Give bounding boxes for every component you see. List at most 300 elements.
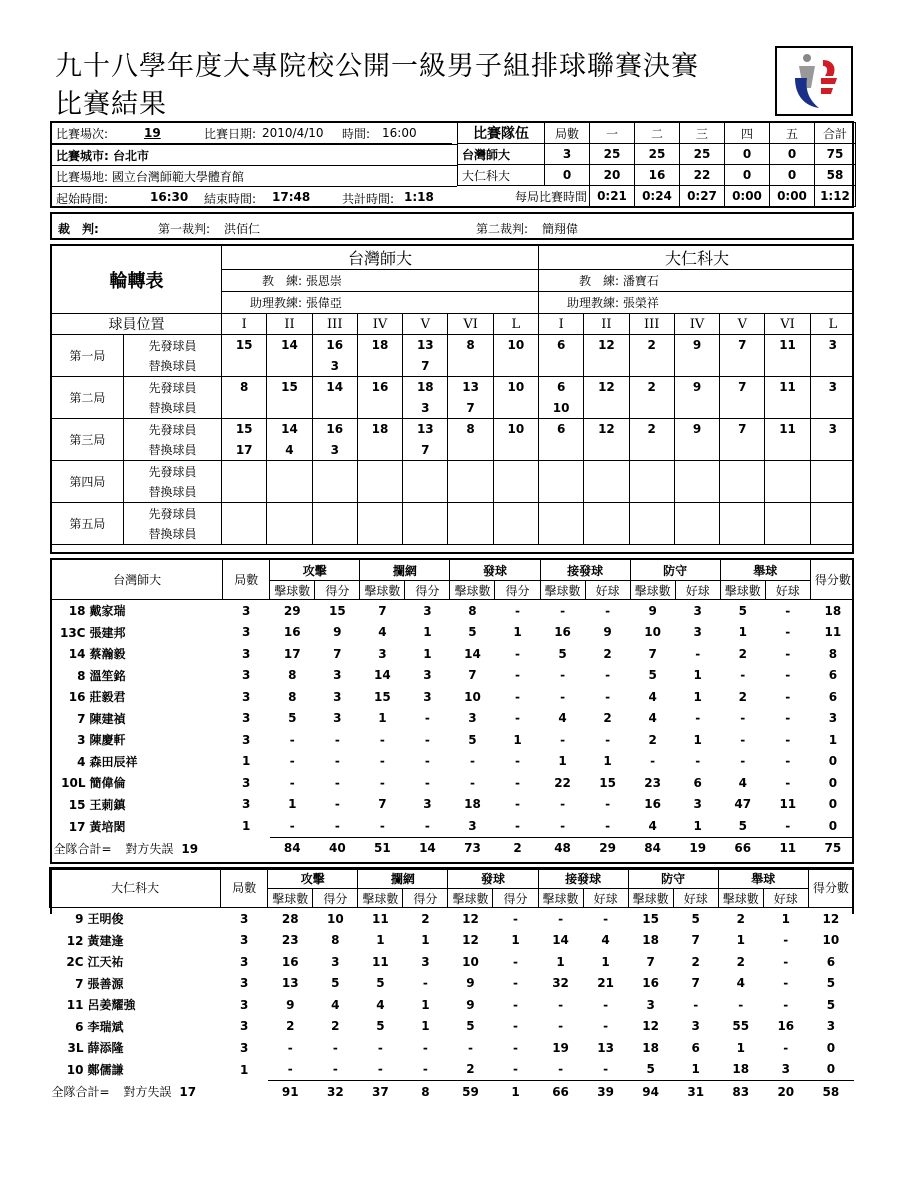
stat-cell: 6 (828, 689, 838, 704)
stat-cell: 7 (648, 646, 657, 661)
sub-cell (539, 524, 584, 545)
stat-cell: - (379, 775, 385, 790)
starter-cell (539, 461, 584, 482)
starter-cell (403, 461, 448, 482)
stat-sub-head: 擊球數 (720, 581, 765, 600)
stat-cell: 1 (693, 668, 702, 683)
sub-cell (810, 482, 854, 503)
total-label: 共計時間: (342, 192, 395, 206)
second-referee-label: 第二裁判: (476, 222, 529, 236)
stat-cell: 3 (242, 797, 251, 812)
stat-cell: 7 (378, 797, 387, 812)
total-value: 66 (720, 837, 765, 859)
rotation-team-a: 台灣師大 (222, 246, 539, 270)
score-cell: 16 (635, 165, 680, 186)
stat-cell: 15 (374, 689, 391, 704)
sub-cell (584, 398, 629, 419)
stat-cell: 3 (331, 954, 340, 969)
stat-cell: - (422, 1062, 428, 1077)
stat-sub-head: 擊球數 (358, 889, 403, 908)
stat-sub-head: 得分 (403, 889, 448, 908)
stat-group-head: 發球 (450, 560, 540, 581)
score-cell: 25 (635, 144, 680, 165)
stat-cell: 3 (468, 711, 477, 726)
starter-cell: 2 (629, 377, 674, 398)
stat-cell: 0 (828, 818, 838, 833)
sub-cell (312, 398, 357, 419)
total-value: 75 (810, 837, 854, 859)
sub-cell (765, 440, 810, 461)
total-value: 8 (403, 1081, 448, 1103)
set-time: 0:21 (590, 186, 635, 207)
starter-cell (357, 461, 402, 482)
starter-cell: 2 (629, 419, 674, 440)
stat-cell: 7 (468, 668, 477, 683)
stat-cell: 2 (466, 1062, 475, 1077)
stat-cell: 5 (691, 911, 700, 926)
stat-cell: 11 (372, 911, 389, 926)
sub-cell: 17 (222, 440, 267, 461)
stat-cell: - (515, 689, 520, 704)
score-head: 局數 (545, 123, 590, 144)
score-head: 四 (725, 123, 770, 144)
stat-cell: - (422, 1040, 428, 1055)
stat-cell: - (558, 1019, 564, 1034)
starter-cell: 11 (765, 419, 810, 440)
stat-cell: - (785, 689, 791, 704)
stat-cell: 1 (693, 689, 702, 704)
city-label: 比賽城市: (56, 149, 109, 163)
total-row (50, 1081, 854, 1103)
player-number: 17 (68, 819, 86, 834)
stat-cell: - (515, 603, 520, 618)
stat-group-head: 攻擊 (270, 560, 360, 581)
starter-cell: 7 (720, 419, 765, 440)
position-head: I (222, 314, 267, 335)
score-cell: 0 (725, 165, 770, 186)
sub-cell (539, 356, 584, 377)
starter-cell (765, 461, 810, 482)
stat-cell: 32 (552, 976, 569, 991)
stat-cell: 18 (824, 603, 842, 618)
stat-cell: 4 (331, 997, 340, 1012)
sub-cell (810, 356, 854, 377)
score-cell: 20 (590, 165, 635, 186)
stat-cell: 5 (826, 997, 836, 1012)
player-row (52, 622, 855, 644)
sub-cell (765, 524, 810, 545)
starter-cell: 15 (267, 377, 312, 398)
stat-cell: 1 (693, 732, 702, 747)
stat-cell: 10 (464, 689, 481, 704)
player-name: 莊毅君 (89, 690, 126, 705)
sub-cell (584, 440, 629, 461)
stat-cell: 3 (240, 1019, 249, 1034)
sub-cell (720, 356, 765, 377)
stat-cell: 11 (824, 625, 842, 640)
stat-cell: - (783, 1040, 789, 1055)
stat-cell: 15 (328, 603, 346, 618)
stat-cell: 3 (421, 954, 430, 969)
sub-cell (357, 398, 402, 419)
stat-cell: 6 (691, 1040, 700, 1055)
stat-cell: 2 (331, 1019, 340, 1034)
player-number: 12 (66, 933, 84, 948)
stat-cell: 1 (736, 1040, 745, 1055)
first-referee-label: 第一裁判: (158, 222, 211, 236)
stat-cell: 3 (242, 603, 251, 618)
stat-cell: 23 (644, 775, 661, 790)
sub-cell (674, 440, 719, 461)
stat-cell: 7 (691, 933, 700, 948)
stat-sub-head: 擊球數 (538, 889, 583, 908)
starter-cell: 8 (222, 377, 267, 398)
first-referee: 洪佰仁 (224, 222, 261, 236)
stat-cell: 29 (283, 603, 301, 618)
player-cell (50, 1037, 221, 1059)
stat-cell: 19 (552, 1040, 569, 1055)
position-head: L (810, 314, 854, 335)
stat-cell: 1 (693, 818, 702, 833)
player-number: 9 (75, 912, 84, 927)
stat-cell: 3 (240, 911, 249, 926)
starter-cell (493, 461, 538, 482)
stat-cell: 15 (599, 775, 616, 790)
sub-cell: 3 (312, 356, 357, 377)
sub-cell (403, 524, 448, 545)
position-head: II (584, 314, 629, 335)
stat-cell: 47 (734, 797, 752, 812)
sub-cell (584, 482, 629, 503)
total-value: 73 (450, 837, 495, 859)
starter-cell: 14 (267, 419, 312, 440)
player-cell (52, 794, 223, 816)
time-label: 時間: (342, 126, 371, 141)
stat-cell: - (513, 976, 518, 991)
sub-cell (674, 524, 719, 545)
score-head: 五 (770, 123, 815, 144)
stat-cell: - (513, 1040, 518, 1055)
stat-cell: 1 (378, 711, 387, 726)
page-title (55, 48, 699, 124)
total-value: 48 (540, 837, 585, 859)
stat-cell: 9 (333, 625, 342, 640)
stat-cell: - (560, 689, 566, 704)
stat-cell: - (695, 646, 701, 661)
position-head: VI (765, 314, 810, 335)
sub-cell: 4 (267, 440, 312, 461)
starter-cell (810, 461, 854, 482)
stat-cell: 3 (693, 797, 702, 812)
sub-cell: 7 (403, 440, 448, 461)
player-number: 18 (68, 604, 86, 619)
player-row (50, 908, 854, 930)
sets-head: 局數 (223, 560, 270, 600)
starter-cell: 9 (674, 419, 719, 440)
start-label: 起始時間: (56, 192, 109, 206)
player-cell (50, 1059, 221, 1081)
score-cell: 58 (815, 165, 856, 186)
sub-cell (810, 524, 854, 545)
stat-cell: - (650, 754, 656, 769)
stat-cell: 18 (642, 1040, 659, 1055)
starter-cell (267, 461, 312, 482)
stat-cell: 6 (828, 668, 838, 683)
team-b-stats (49, 867, 854, 1103)
rotation-table (50, 244, 854, 554)
stat-cell: 3 (423, 668, 432, 683)
stat-cell: 3 (693, 603, 702, 618)
player-number: 4 (77, 754, 86, 769)
score-cell: 0 (770, 144, 815, 165)
starter-cell: 10 (493, 377, 538, 398)
starter-cell (629, 461, 674, 482)
stat-cell: 1 (828, 732, 838, 747)
starter-cell (765, 503, 810, 524)
stat-cell: 3 (240, 954, 249, 969)
stat-cell: - (558, 911, 564, 926)
starter-cell (584, 461, 629, 482)
stat-cell: 0 (828, 754, 838, 769)
sub-label: 替換球員 (123, 440, 221, 461)
stat-sub-head: 得分 (495, 581, 540, 600)
sub-cell: 3 (403, 398, 448, 419)
stat-cell: 2 (603, 646, 612, 661)
position-head: I (539, 314, 584, 335)
starter-label: 先發球員 (123, 503, 221, 524)
position-label: 球員位置 (52, 314, 222, 335)
stat-sub-head: 擊球數 (540, 581, 585, 600)
starter-cell: 16 (312, 419, 357, 440)
sub-cell (629, 482, 674, 503)
stat-cell: 3 (242, 689, 251, 704)
starter-cell (810, 503, 854, 524)
opp-error-value: 17 (179, 1085, 197, 1099)
coach-label: 教 練: (579, 274, 620, 288)
stat-cell: - (424, 775, 430, 790)
stat-cell: 1 (423, 646, 432, 661)
coach-b: 潘寶石 (622, 274, 659, 288)
stat-cell: 4 (601, 933, 610, 948)
team-a-stat-table (51, 559, 854, 859)
stat-cell: 1 (288, 797, 297, 812)
stat-cell: - (515, 754, 520, 769)
coach-label: 教 練: (262, 274, 303, 288)
stat-cell: 1 (603, 754, 612, 769)
player-cell (50, 994, 221, 1016)
starter-cell: 12 (584, 419, 629, 440)
stat-cell: 15 (642, 911, 659, 926)
player-cell (52, 600, 223, 622)
starter-cell (312, 503, 357, 524)
stat-group-head: 防守 (630, 560, 720, 581)
stat-cell: - (334, 732, 340, 747)
stat-cell: 0 (826, 1062, 836, 1077)
sub-cell (357, 482, 402, 503)
player-number: 14 (68, 647, 86, 662)
stat-cell: 0 (828, 775, 838, 790)
position-head: III (629, 314, 674, 335)
stat-cell: - (605, 689, 611, 704)
referee-label: 裁 判: (58, 222, 99, 236)
stat-cell: - (695, 711, 701, 726)
stat-cell: - (558, 1062, 564, 1077)
stat-cell: 4 (738, 775, 747, 790)
stat-cell: 23 (281, 933, 299, 948)
stat-sub-head: 好球 (583, 889, 628, 908)
player-row (50, 1016, 854, 1038)
stat-cell: - (377, 1040, 383, 1055)
stat-cell: 16 (777, 1019, 795, 1034)
stat-cell: - (603, 997, 609, 1012)
sub-cell (539, 440, 584, 461)
stat-sub-head: 好球 (763, 889, 808, 908)
stat-cell: - (424, 732, 430, 747)
starter-cell: 8 (448, 419, 493, 440)
player-number: 3 (77, 733, 86, 748)
stat-cell: 3 (378, 646, 387, 661)
total-value: 11 (765, 837, 810, 859)
stat-cell: 3 (242, 646, 251, 661)
stat-cell: 3 (242, 775, 251, 790)
stat-cell: - (289, 754, 295, 769)
match-venue: 國立台灣師範大學體育館 (111, 170, 244, 184)
stat-cell: - (783, 997, 789, 1012)
stat-cell: - (603, 911, 609, 926)
starter-cell (493, 503, 538, 524)
total-value: 39 (583, 1081, 628, 1103)
stat-cell: 16 (283, 625, 301, 640)
total-value: 32 (313, 1081, 358, 1103)
stat-cell: - (334, 775, 340, 790)
starter-cell (720, 461, 765, 482)
match-date: 2010/4/10 (262, 126, 324, 140)
total-value: 14 (405, 837, 450, 859)
stat-cell: 10 (326, 911, 344, 926)
stat-team-name: 大仁科大 (50, 868, 221, 908)
title-line-2: 比賽結果 (55, 89, 167, 120)
starter-cell (584, 503, 629, 524)
stat-cell: 1 (781, 911, 790, 926)
stat-cell: 5 (826, 976, 836, 991)
title-line-1: 九十八學年度大專院校公開一級男子組排球聯賽決賽 (55, 51, 699, 82)
stat-cell: 3 (333, 689, 342, 704)
set-time: 0:27 (680, 186, 725, 207)
stat-cell: 3 (423, 797, 432, 812)
starter-cell: 13 (448, 377, 493, 398)
stat-cell: 3 (242, 625, 251, 640)
position-head: VI (448, 314, 493, 335)
sub-label: 替換球員 (123, 524, 221, 545)
end-time: 17:48 (272, 190, 311, 204)
sub-cell (312, 524, 357, 545)
stat-cell: - (740, 732, 746, 747)
sub-cell (493, 356, 538, 377)
position-head: L (493, 314, 538, 335)
stat-cell: - (334, 754, 340, 769)
stat-cell: - (785, 646, 791, 661)
sub-cell (267, 524, 312, 545)
stat-sub-head: 得分 (493, 889, 538, 908)
starter-label: 先發球員 (123, 461, 221, 482)
sub-label: 替換球員 (123, 356, 221, 377)
stat-cell: 13 (597, 1040, 614, 1055)
player-row (50, 930, 854, 952)
player-cell (50, 1016, 221, 1038)
player-row (52, 643, 855, 665)
stat-cell: - (515, 797, 520, 812)
asst-coach-label: 助理教練: (567, 296, 620, 310)
stat-cell: 10 (822, 933, 840, 948)
player-row (52, 686, 855, 708)
stat-cell: 5 (376, 976, 385, 991)
score-team: 大仁科大 (458, 165, 545, 186)
position-head: III (312, 314, 357, 335)
starter-cell (448, 503, 493, 524)
stat-sub-head: 擊球數 (450, 581, 495, 600)
player-number: 16 (68, 690, 86, 705)
stat-cell: - (332, 1040, 338, 1055)
stat-cell: 8 (468, 603, 477, 618)
date-label: 比賽日期: (204, 126, 257, 141)
starter-cell: 13 (403, 335, 448, 356)
stat-cell: 1 (738, 625, 747, 640)
sub-cell (765, 398, 810, 419)
score-cell: 22 (680, 165, 725, 186)
referee-row (50, 212, 854, 240)
stat-cell: 8 (331, 933, 340, 948)
stat-cell: - (558, 997, 564, 1012)
sub-cell (312, 482, 357, 503)
stat-cell: 1 (240, 1062, 249, 1077)
set-label: 第五局 (52, 503, 124, 545)
stat-cell: - (603, 1019, 609, 1034)
stat-cell: 18 (642, 933, 659, 948)
stat-cell: 4 (648, 818, 657, 833)
stat-cell: - (515, 775, 520, 790)
set-label: 第一局 (52, 335, 124, 377)
stat-cell: 4 (376, 997, 385, 1012)
player-cell (52, 815, 223, 837)
score-team: 台灣師大 (458, 144, 545, 165)
stat-cell: 6 (693, 775, 702, 790)
player-row (52, 751, 855, 773)
starter-cell: 6 (539, 335, 584, 356)
player-name: 森田辰祥 (89, 754, 138, 769)
stat-group-head: 發球 (448, 868, 538, 889)
match-city: 台北市 (113, 149, 150, 163)
position-head: II (267, 314, 312, 335)
sets-head: 局數 (221, 868, 268, 908)
total-value: 94 (628, 1081, 673, 1103)
stat-cell: - (289, 775, 295, 790)
starter-cell (222, 461, 267, 482)
stat-cell: 16 (642, 976, 659, 991)
stat-cell: - (605, 603, 611, 618)
set-time: 1:12 (815, 186, 856, 207)
stat-cell: - (560, 818, 566, 833)
stat-cell: 1 (242, 754, 251, 769)
score-cell: 25 (680, 144, 725, 165)
stat-group-head: 攻擊 (268, 868, 358, 889)
sub-cell: 10 (539, 398, 584, 419)
score-head: 合計 (815, 123, 856, 144)
set-time: 0:24 (635, 186, 680, 207)
stat-cell: 1 (556, 954, 565, 969)
sub-cell (222, 524, 267, 545)
stat-cell: - (289, 732, 295, 747)
stat-sub-head: 好球 (675, 581, 720, 600)
